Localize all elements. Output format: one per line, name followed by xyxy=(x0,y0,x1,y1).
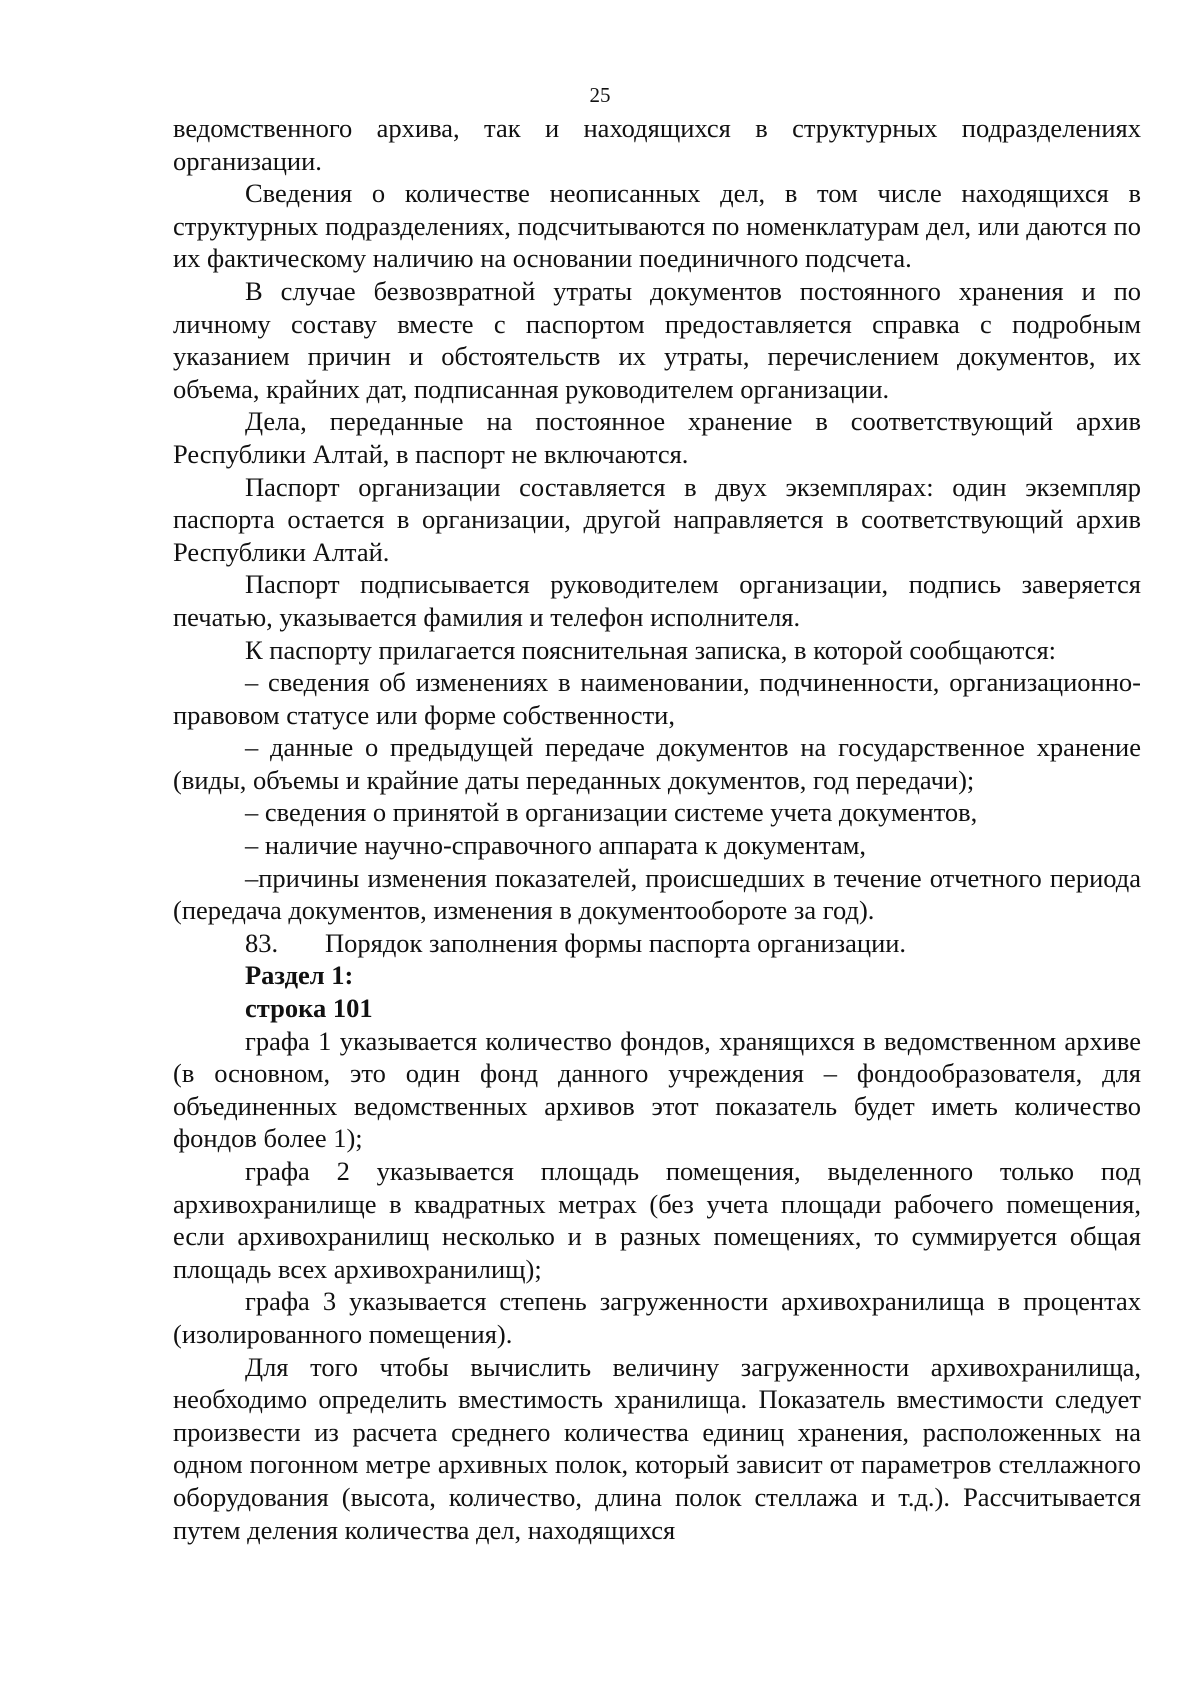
paragraph: Для того чтобы вычислить величину загруженности архивохранилища, необходимо определить вместимость хранилища. Показатель вместимости следует произвести из расчета среднего количества единиц хранения, расположенных на одном погонном метре архивных полок, который зависит от параметров стеллажного оборудования (высота, количество, длина полок стеллажа и т.д.). Рассчитывается путем деления количества дел, находящихся xyxy=(173,1351,1141,1545)
list-item: – наличие научно-справочного аппарата к документам, xyxy=(245,830,867,861)
paragraph: В случае безвозвратной утраты документов постоянного хранения и по личному составу вместе с паспортом предоставляется справка с подробным указанием причин и обстоятельств их утраты, перечислением документов, их объема, крайних дат, подписанная руководителем организации. xyxy=(173,275,1141,404)
list-item: – сведения об изменениях в наименовании, подчиненности, организационно-правовом статусе или форме собственности, xyxy=(173,667,1141,730)
paragraph: Дела, переданные на постоянное хранение в соответствующий архив Республики Алтай, в паспорт не включаются. xyxy=(173,406,1141,469)
document-body xyxy=(173,112,1141,1546)
section-heading: Раздел 1: xyxy=(245,960,354,991)
page-number: 25 xyxy=(589,83,611,107)
list-item: – данные о предыдущей передаче документов на государственное хранение (виды, объемы и крайние даты переданных документов, год передачи); xyxy=(173,732,1141,795)
paragraph-column-3: графа 3 указывается степень загруженности архивохранилища в процентах (изолированного помещения). xyxy=(173,1286,1141,1349)
item-number: 83. xyxy=(245,927,279,958)
paragraph-column-2: графа 2 указывается площадь помещения, выделенного только под архивохранилище в квадратных метрах (без учета площади рабочего помещения, если архивохранилищ несколько и в разных помещениях, то суммируется общая площадь всех архивохранилищ); xyxy=(173,1156,1141,1284)
list-item: –причины изменения показателей, происшедших в течение отчетного периода (передача документов, изменения в документообороте за год). xyxy=(173,862,1141,926)
paragraph: К паспорту прилагается пояснительная записка, в которой сообщаются: xyxy=(245,634,1056,665)
paragraph: Сведения о количестве неописанных дел, в том числе находящихся в структурных подразделениях, подсчитываются по номенклатурам дел, или даются по их фактическому наличию на основании поединичного подсчета. xyxy=(173,178,1141,274)
paragraph-continuation: ведомственного архива, так и находящихся в структурных подразделениях организации. xyxy=(173,113,1141,176)
item-text: Порядок заполнения формы паспорта организации. xyxy=(325,927,907,958)
paragraph: Паспорт организации составляется в двух экземплярах: один экземпляр паспорта остается в организации, другой направляется в соответствующий архив Республики Алтай. xyxy=(173,471,1141,567)
list-item: – сведения о принятой в организации системе учета документов, xyxy=(245,797,978,828)
paragraph-column-1: графа 1 указывается количество фондов, хранящихся в ведомственном архиве (в основном, это один фонд данного учреждения – фондообразователя, для объединенных ведомственных архивов этот показатель будет иметь количество фондов более 1); xyxy=(173,1025,1141,1154)
paragraph: Паспорт подписывается руководителем организации, подпись заверяется печатью, указывается фамилия и телефон исполнителя. xyxy=(173,569,1141,632)
numbered-item-83 xyxy=(173,927,1141,960)
row-heading: строка 101 xyxy=(245,993,373,1024)
